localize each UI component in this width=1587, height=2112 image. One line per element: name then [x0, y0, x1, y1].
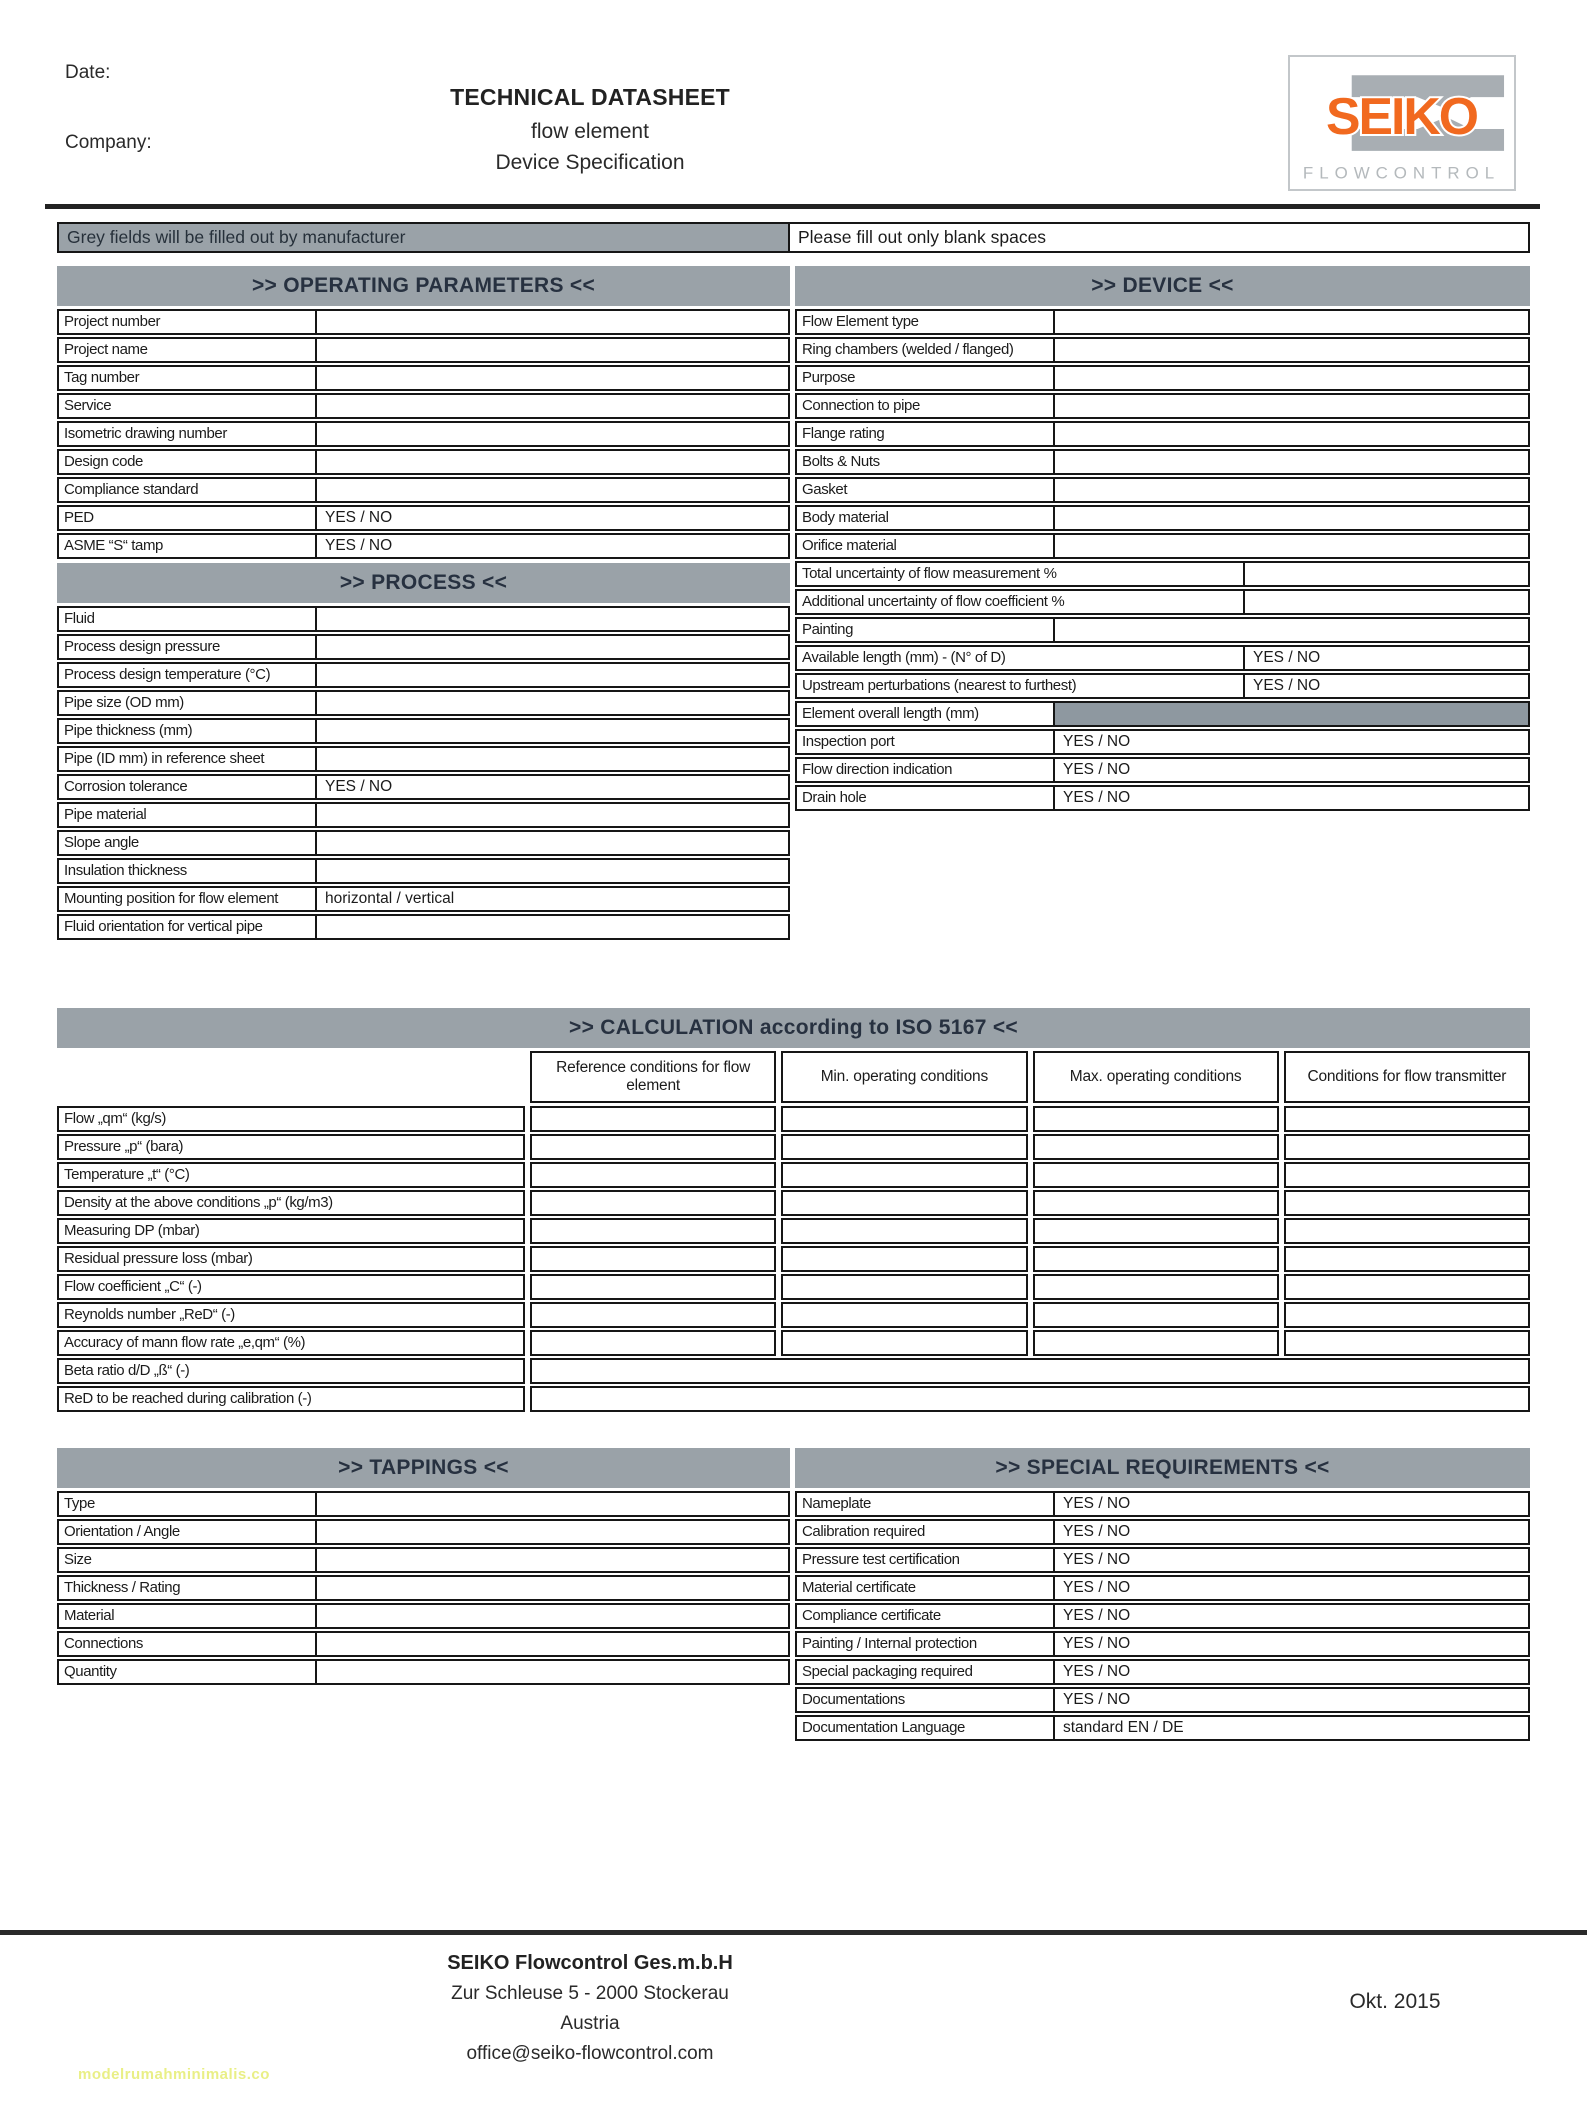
calc-value-cell [1033, 1274, 1279, 1300]
row-label: Pipe thickness (mm) [59, 720, 317, 742]
row-label: Orifice material [797, 535, 1055, 557]
row-value-field[interactable] [317, 367, 788, 389]
footer-divider-rule [0, 1930, 1587, 1935]
calc-value-cell [1284, 1302, 1530, 1328]
form-row [57, 634, 790, 660]
row-label: Ring chambers (welded / flanged) [797, 339, 1055, 361]
calc-value-cell [1033, 1302, 1279, 1328]
row-value-field[interactable] [1055, 451, 1528, 473]
row-label: Material [59, 1605, 317, 1627]
form-row [795, 1491, 1530, 1517]
calc-value-cell [1033, 1190, 1279, 1216]
title-sub2: Device Specification [495, 151, 685, 174]
form-row [795, 729, 1530, 755]
row-label: Mounting position for flow element [59, 888, 317, 910]
row-value-field[interactable] [317, 916, 788, 938]
row-value-field[interactable]: YES / NO [1063, 789, 1131, 806]
tappings-section [57, 1448, 790, 1685]
form-row [795, 1715, 1530, 1741]
form-row [795, 1659, 1530, 1685]
calculation-row [57, 1106, 1530, 1132]
row-label: Documentations [797, 1689, 1055, 1711]
row-label: Process design pressure [59, 636, 317, 658]
form-row [795, 477, 1530, 503]
row-value-field[interactable]: YES / NO [1063, 1691, 1131, 1708]
row-value-field[interactable]: YES / NO [1063, 1551, 1131, 1568]
calc-merged-value-cell[interactable] [530, 1386, 1530, 1412]
form-row [795, 561, 1530, 587]
row-value-field[interactable] [1245, 591, 1528, 613]
form-row [795, 1547, 1530, 1573]
row-value-field[interactable]: YES / NO [1063, 1663, 1131, 1680]
calc-value-cell [1284, 1218, 1530, 1244]
form-row [57, 1547, 790, 1573]
form-row [57, 858, 790, 884]
document-title [290, 84, 890, 175]
row-label: Compliance certificate [797, 1605, 1055, 1627]
row-label: Flow direction indication [797, 759, 1055, 781]
row-value-field[interactable] [317, 339, 788, 361]
form-row [57, 1575, 790, 1601]
calculation-title: >> CALCULATION according to ISO 5167 << [57, 1008, 1530, 1048]
row-label: Connection to pipe [797, 395, 1055, 417]
row-label: Material certificate [797, 1577, 1055, 1599]
form-row [57, 1519, 790, 1545]
calc-value-cell[interactable] [1284, 1162, 1530, 1188]
row-label: Connections [59, 1633, 317, 1655]
form-row [795, 1631, 1530, 1657]
company-label: Company: [65, 132, 152, 153]
row-value-field[interactable] [317, 860, 788, 882]
calc-value-cell[interactable] [1033, 1106, 1279, 1132]
form-row [795, 533, 1530, 559]
calc-value-cell [1284, 1274, 1530, 1300]
form-row [795, 505, 1530, 531]
row-value-field[interactable] [317, 423, 788, 445]
device-rows [795, 309, 1530, 811]
row-label: Temperature „t“ (°C) [57, 1162, 525, 1188]
form-row [795, 365, 1530, 391]
footer-date: Okt. 2015 [1349, 1990, 1441, 2013]
row-label: Nameplate [797, 1493, 1055, 1515]
row-label: Slope angle [59, 832, 317, 854]
logo-brand-text: SEIKO [1325, 86, 1478, 145]
calculation-row [57, 1386, 1530, 1412]
footer-email: office@seiko-flowcontrol.com [466, 2043, 714, 2064]
footer-country: Austria [560, 2013, 620, 2034]
row-label: Painting [797, 619, 1055, 641]
calc-value-cell [781, 1274, 1027, 1300]
row-value-field[interactable] [317, 1521, 788, 1543]
calc-value-cell[interactable] [781, 1162, 1027, 1188]
row-value-field[interactable] [1055, 395, 1528, 417]
calc-value-cell [530, 1302, 776, 1328]
row-label: Service [59, 395, 317, 417]
calc-value-cell[interactable] [1033, 1134, 1279, 1160]
row-value-field[interactable] [317, 451, 788, 473]
calc-value-cell[interactable] [1284, 1106, 1530, 1132]
row-label: Orientation / Angle [59, 1521, 317, 1543]
form-row [795, 1575, 1530, 1601]
row-value-field[interactable] [317, 1605, 788, 1627]
row-value-field[interactable] [317, 1549, 788, 1571]
row-value-field[interactable] [1055, 507, 1528, 529]
calc-value-cell [1284, 1246, 1530, 1272]
row-value-field[interactable] [317, 395, 788, 417]
calc-value-cell[interactable] [530, 1162, 776, 1188]
row-label: Flow „qm“ (kg/s) [57, 1106, 525, 1132]
calc-value-cell [530, 1218, 776, 1244]
row-label: Isometric drawing number [59, 423, 317, 445]
calc-value-cell [781, 1246, 1027, 1272]
calc-value-cell [1284, 1190, 1530, 1216]
column-header-reference: Reference conditions for flow element [530, 1051, 776, 1103]
calc-value-cell[interactable] [781, 1106, 1027, 1132]
form-row [795, 617, 1530, 643]
row-label: Gasket [797, 479, 1055, 501]
device-title: >> DEVICE << [795, 266, 1530, 306]
calc-value-cell [781, 1190, 1027, 1216]
row-label: Flange rating [797, 423, 1055, 445]
row-value-field[interactable]: YES / NO [1063, 1579, 1131, 1596]
operating-parameters-section [57, 266, 790, 940]
row-label: Flow coefficient „C“ (-) [57, 1274, 525, 1300]
title-sub1: flow element [531, 120, 649, 143]
row-label: Accuracy of mann flow rate „e,qm“ (%) [57, 1330, 525, 1356]
row-label: Pipe material [59, 804, 317, 826]
row-label: Fluid [59, 608, 317, 630]
row-value-field[interactable] [317, 1633, 788, 1655]
form-row [57, 746, 790, 772]
form-row [57, 337, 790, 363]
row-label: Project name [59, 339, 317, 361]
row-label: Corrosion tolerance [59, 776, 317, 798]
form-row [57, 393, 790, 419]
footer-company: SEIKO Flowcontrol Ges.m.b.H [447, 1952, 733, 1974]
form-row [795, 421, 1530, 447]
row-label: Tag number [59, 367, 317, 389]
form-row [57, 505, 790, 531]
row-value-field[interactable]: horizontal / vertical [325, 890, 455, 907]
form-row [795, 589, 1530, 615]
title-main: TECHNICAL DATASHEET [450, 84, 730, 110]
seiko-logo [1288, 55, 1516, 191]
form-row [57, 421, 790, 447]
row-value-field[interactable]: YES / NO [325, 778, 393, 795]
column-header-min: Min. operating conditions [781, 1051, 1027, 1103]
form-row [57, 606, 790, 632]
form-row [57, 1491, 790, 1517]
form-row [57, 718, 790, 744]
row-value-field[interactable] [1055, 535, 1528, 557]
row-value-field[interactable] [317, 804, 788, 826]
row-value-field[interactable] [317, 720, 788, 742]
form-row [795, 309, 1530, 335]
row-label: Bolts & Nuts [797, 451, 1055, 473]
special-requirements-rows [795, 1491, 1530, 1741]
row-label: Residual pressure loss (mbar) [57, 1246, 525, 1272]
calculation-row [57, 1162, 1530, 1188]
footer-address: Zur Schleuse 5 - 2000 Stockerau [451, 1983, 729, 2004]
device-section [795, 266, 1530, 811]
row-value-field[interactable]: standard EN / DE [1063, 1719, 1184, 1736]
column-header-transmitter: Conditions for flow transmitter [1284, 1051, 1530, 1103]
form-row [795, 673, 1530, 699]
form-row [57, 774, 790, 800]
calc-value-cell [1033, 1218, 1279, 1244]
row-value-field[interactable] [317, 1493, 788, 1515]
row-label: Thickness / Rating [59, 1577, 317, 1599]
row-label: Quantity [59, 1661, 317, 1683]
calculation-row [57, 1330, 1530, 1356]
calc-merged-value-cell[interactable] [530, 1358, 1530, 1384]
column-header-max: Max. operating conditions [1033, 1051, 1279, 1103]
form-row [57, 662, 790, 688]
calculation-row [57, 1302, 1530, 1328]
row-label: Beta ratio d/D „ß“ (-) [57, 1358, 525, 1384]
row-value-field[interactable]: YES / NO [1063, 761, 1131, 778]
calculation-column-headers [57, 1051, 1530, 1103]
process-title: >> PROCESS << [57, 563, 790, 603]
form-row [795, 1603, 1530, 1629]
form-row [57, 1603, 790, 1629]
row-value-field[interactable] [317, 1661, 788, 1683]
row-value-field[interactable] [317, 479, 788, 501]
tappings-title: >> TAPPINGS << [57, 1448, 790, 1488]
form-row [57, 533, 790, 559]
instruction-bar [57, 222, 1530, 253]
row-value-field[interactable] [317, 692, 788, 714]
calculation-rows [57, 1106, 1530, 1412]
form-row [57, 690, 790, 716]
calc-value-cell [530, 1190, 776, 1216]
row-label: ReD to be reached during calibration (-) [57, 1386, 525, 1412]
row-label: Type [59, 1493, 317, 1515]
row-value-field[interactable]: YES / NO [1253, 677, 1321, 694]
calc-value-cell [781, 1302, 1027, 1328]
row-label: Available length (mm) - (N° of D) [797, 647, 1245, 669]
blank-fields-note: Please fill out only blank spaces [790, 224, 1528, 251]
calc-value-cell[interactable] [781, 1134, 1027, 1160]
row-value-field[interactable] [1055, 339, 1528, 361]
form-row [57, 309, 790, 335]
calc-value-cell[interactable] [1033, 1162, 1279, 1188]
calculation-row [57, 1190, 1530, 1216]
calc-value-cell [1033, 1246, 1279, 1272]
row-value-field[interactable] [1055, 311, 1528, 333]
form-row [57, 802, 790, 828]
footer-address-block [330, 1952, 850, 2065]
tappings-rows [57, 1491, 790, 1685]
form-row [795, 1687, 1530, 1713]
row-label: Inspection port [797, 731, 1055, 753]
row-label: ASME “S“ tamp [59, 535, 317, 557]
row-label: Documentation Language [797, 1717, 1055, 1739]
row-label: Pressure test certification [797, 1549, 1055, 1571]
row-label: Pressure „p“ (bara) [57, 1134, 525, 1160]
row-label: Fluid orientation for vertical pipe [59, 916, 317, 938]
row-value-field[interactable] [317, 311, 788, 333]
form-row [795, 337, 1530, 363]
form-row [795, 785, 1530, 811]
row-label: Measuring DP (mbar) [57, 1218, 525, 1244]
calculation-row [57, 1218, 1530, 1244]
row-label: Additional uncertainty of flow coefficient % [797, 591, 1245, 613]
row-value-field [1055, 703, 1528, 725]
row-label: Pipe size (OD mm) [59, 692, 317, 714]
row-label: Density at the above conditions „p“ (kg/m3) [57, 1190, 525, 1216]
calc-value-cell [530, 1274, 776, 1300]
form-row [57, 449, 790, 475]
form-row [57, 914, 790, 940]
form-row [795, 757, 1530, 783]
form-row [795, 645, 1530, 671]
row-value-field[interactable] [1055, 619, 1528, 641]
row-label: Drain hole [797, 787, 1055, 809]
row-label: Painting / Internal protection [797, 1633, 1055, 1655]
calculation-row [57, 1246, 1530, 1272]
row-value-field[interactable] [317, 748, 788, 770]
form-row [795, 393, 1530, 419]
calc-value-cell [1284, 1330, 1530, 1356]
form-row [795, 701, 1530, 727]
row-value-field[interactable] [1055, 367, 1528, 389]
calc-value-cell [781, 1330, 1027, 1356]
row-value-field[interactable]: YES / NO [1253, 649, 1321, 666]
row-label: Design code [59, 451, 317, 473]
special-requirements-title: >> SPECIAL REQUIREMENTS << [795, 1448, 1530, 1488]
row-label: Flow Element type [797, 311, 1055, 333]
header-divider-rule [45, 204, 1540, 209]
column-header-spacer [57, 1051, 525, 1103]
row-value-field[interactable]: YES / NO [1063, 1523, 1131, 1540]
calculation-row [57, 1134, 1530, 1160]
row-label: Insulation thickness [59, 860, 317, 882]
watermark-text: modelrumahminimalis.co [78, 2066, 270, 2083]
row-label: Body material [797, 507, 1055, 529]
row-label: Special packaging required [797, 1661, 1055, 1683]
calc-value-cell [1033, 1330, 1279, 1356]
row-value-field[interactable] [1055, 423, 1528, 445]
calc-value-cell[interactable] [530, 1134, 776, 1160]
grey-fields-note: Grey fields will be filled out by manufacturer [59, 224, 790, 251]
row-label: Project number [59, 311, 317, 333]
row-value-field[interactable]: YES / NO [1063, 1607, 1131, 1624]
form-row [57, 830, 790, 856]
flow-element-logo-graphic [1290, 57, 1514, 189]
calc-value-cell [530, 1246, 776, 1272]
row-value-field[interactable] [1055, 479, 1528, 501]
row-value-field[interactable] [317, 636, 788, 658]
calc-value-cell [781, 1218, 1027, 1244]
special-requirements-section [795, 1448, 1530, 1741]
row-label: Compliance standard [59, 479, 317, 501]
row-value-field[interactable]: YES / NO [1063, 1495, 1131, 1512]
calc-value-cell [530, 1330, 776, 1356]
form-row [57, 886, 790, 912]
row-label: Total uncertainty of flow measurement % [797, 563, 1245, 585]
form-row [57, 477, 790, 503]
date-label: Date: [65, 62, 111, 83]
row-label: Element overall length (mm) [797, 703, 1055, 725]
form-row [57, 365, 790, 391]
calc-value-cell[interactable] [1284, 1134, 1530, 1160]
row-value-field[interactable] [317, 1577, 788, 1599]
form-row [57, 1631, 790, 1657]
row-label: Upstream perturbations (nearest to furthest) [797, 675, 1245, 697]
row-value-field[interactable] [317, 608, 788, 630]
row-label: Process design temperature (°C) [59, 664, 317, 686]
row-value-field[interactable]: YES / NO [325, 537, 393, 554]
process-rows [57, 606, 790, 940]
row-value-field[interactable]: YES / NO [1063, 1635, 1131, 1652]
form-row [795, 1519, 1530, 1545]
row-label: Reynolds number „ReD“ (-) [57, 1302, 525, 1328]
logo-sub-text: FLOWCONTROL [1302, 163, 1501, 183]
row-value-field[interactable]: YES / NO [325, 509, 393, 526]
calculation-row [57, 1274, 1530, 1300]
row-label: PED [59, 507, 317, 529]
operating-parameters-rows [57, 309, 790, 559]
operating-parameters-title: >> OPERATING PARAMETERS << [57, 266, 790, 306]
row-value-field[interactable] [317, 832, 788, 854]
row-value-field[interactable] [1245, 563, 1528, 585]
row-value-field[interactable]: YES / NO [1063, 733, 1131, 750]
calculation-row [57, 1358, 1530, 1384]
row-label: Size [59, 1549, 317, 1571]
row-label: Pipe (ID mm) in reference sheet [59, 748, 317, 770]
form-row [795, 449, 1530, 475]
calculation-section [57, 1008, 1530, 1412]
form-row [57, 1659, 790, 1685]
row-label: Purpose [797, 367, 1055, 389]
row-value-field[interactable] [317, 664, 788, 686]
calc-value-cell[interactable] [530, 1106, 776, 1132]
row-label: Calibration required [797, 1521, 1055, 1543]
